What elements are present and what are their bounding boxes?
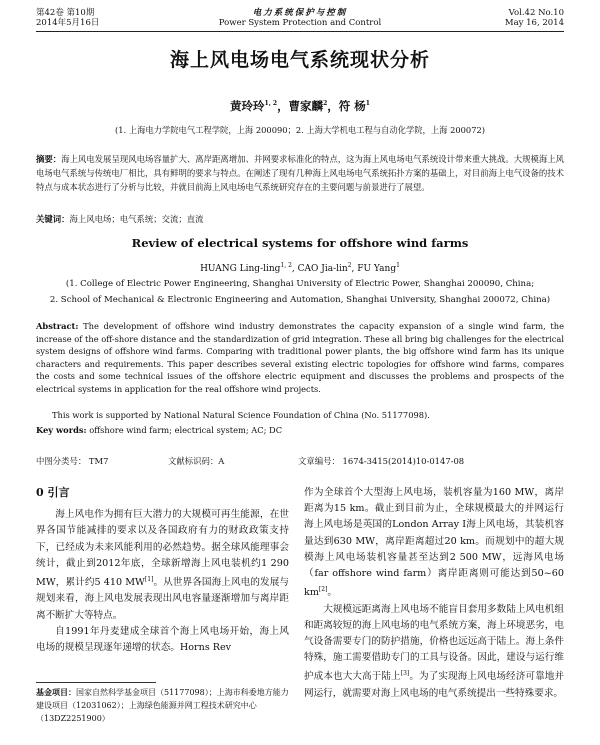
abstract-en-label: Abstract: — [36, 321, 79, 331]
author-3-affil-en: 1 — [396, 262, 400, 269]
footnote-text: 国家自然科学基金项目（51177098）；上海市科委地方能力建设项目（12031062）；上海绿色能源并网工程技术研究中心（13DZ2251900） — [36, 688, 289, 723]
article-number: 文章编号： 1674-3415(2014)10-0147-08 — [298, 456, 465, 466]
body-column-left — [36, 485, 289, 656]
funding-statement-en: This work is supported by National Natural Science Foundation of China (No. 51177098). — [52, 410, 430, 420]
abstract-zh — [36, 152, 564, 194]
footnote-label: 基金项目： — [36, 687, 76, 697]
abstract-en-text: The development of offshore wind industry demonstrates the capacity expansion of a single wind farm, the increase of the off-shore distance and the standardization of grid integration. These all bring big challenges for the electrical system designs of offshore wind farms. Comparing with traditional power plants, the big offshore wind farm has its unique characters and requirements. This paper describes several existing electric topologies for offshore wind farms, compares the costs and some technical issues of the offshore electric equipment and discusses the problems and prospects of the electrical systems in application for the real offshore wind projects. — [36, 321, 564, 394]
body-text: 自1991年丹麦建成全球首个海上风电场开始，海上风电场的规模呈现逐年递增的状态。Horns Rev — [36, 625, 289, 654]
author-2-affil-zh: 2 — [323, 100, 328, 108]
header-journal-zh: 电力系统保护与控制 — [252, 8, 348, 18]
body-paragraph — [304, 485, 564, 602]
body-text: 。 — [327, 587, 338, 599]
body-text: 作为全球首个大型海上风电场，装机容量为160 MW，离岸距离为15 km。截止到目前为止，全球规模最大的并网运行海上风电场是英国的London Array I海上风电场，其装机容量达到630 MW，离岸距离超过20 km。而规划中的超大规模海上风电场装机容量甚至达到2 500 MW，远海风电场（far offshore wind farm）离岸距离则可能达到50~60 km — [304, 487, 564, 599]
article-meta — [36, 455, 564, 469]
author-3-en: , FU Yang — [351, 264, 397, 274]
body-paragraph — [36, 624, 289, 656]
header-date-en: May 16, 2014 — [504, 18, 564, 28]
document-code: 文献标识码：A — [168, 456, 225, 466]
header-issue-info — [505, 8, 564, 28]
keywords-zh — [36, 213, 564, 225]
footnote-rule — [36, 682, 156, 683]
keywords-zh-label: 关键词： — [36, 214, 70, 224]
affiliations-zh: (1. 上海电力学院电气工程学院，上海 200090；2. 上海大学机电工程与自动化学院，上海 200072) — [114, 125, 485, 135]
keywords-en-label: Key words: — [36, 425, 87, 435]
authors-en — [0, 262, 600, 274]
body-text: 大规模远距离海上风电场不能盲目套用多数陆上风电机组和距离较短的海上风电场的电气系统方案，海上环境恶劣，电气设备需要专门的防护措施，价格也远远高于陆上。海上条件特殊，施工需要借助专门的工具与设备。因此，建设与运行维护成本也大大高于陆上 — [304, 603, 564, 683]
header-vol-en: Vol.42 No.10 — [508, 8, 564, 18]
citation-ref: [1] — [144, 576, 154, 584]
author-1-en: HUANG Ling-ling — [200, 264, 281, 274]
header-volume: 第42卷 第10期 — [36, 8, 95, 18]
author-1-zh: 黄玲玲 — [230, 99, 265, 113]
body-text: 。从世界各国海上风电的发展与规划来看，海上风电发展表现出风电容量逐渐增加与离岸距离不断扩大等特点。 — [36, 577, 289, 621]
body-column-right — [304, 485, 564, 702]
header-rule — [36, 31, 564, 32]
affiliation-en-1: (1. College of Electric Power Engineering, Shanghai University of Electric Power, Shanghai 200090, China; — [65, 279, 535, 289]
header-journal-en: Power System Protection and Control — [218, 18, 382, 28]
affiliation-en-2: 2. School of Mechanical & Electronic Engineering and Automation, Shanghai University, Shanghai 200072, China) — [49, 295, 551, 305]
authors-zh — [0, 98, 600, 114]
abstract-zh-label: 摘要： — [36, 154, 62, 164]
abstract-zh-text: 海上风电发展呈现风电场容量扩大、离岸距离增加、并网要求标准化的特点，这为海上风电场电气系统设计带来重大挑战。大规模海上风电场电气系统与传统电厂相比，具有鲜明的要求与特点。在阐述了现有几种海上风电场电气系统拓扑方案的基础上，对目前海上电气设备的技术特点与成本状态进行了分析与比较，并就目前海上风电场电气系统研究存在的主要问题与前景进行了展望。 — [36, 154, 565, 192]
paper-title-zh: 海上风电场电气系统现状分析 — [169, 49, 430, 71]
citation-ref: [3] — [400, 670, 410, 678]
keywords-en-text: offshore wind farm; electrical system; AC; DC — [89, 425, 283, 435]
author-3-zh: ，符 杨 — [327, 99, 366, 113]
section-heading-intro: 0 引言 — [36, 486, 70, 499]
author-1-affil-en: 1, 2 — [280, 262, 292, 269]
abstract-en — [36, 320, 564, 395]
author-2-zh: ，曹家麟 — [277, 99, 324, 113]
paper-title-en: Review of electrical systems for offshore wind farms — [131, 236, 469, 250]
clc-number: 中图分类号： TM7 — [36, 456, 109, 466]
body-paragraph — [304, 602, 564, 702]
citation-ref: [2] — [318, 586, 328, 594]
header-journal-name — [36, 8, 564, 28]
body-text: 海上风电作为拥有巨大潜力的大规模可再生能源，在世界各国节能减排的要求以及各国政府有力的财政政策支持下，已经成为未来风能利用的必然趋势。据全球风能理事会统计，截止到2012年底，全球新增海上风电装机约1 290 MW，累计约5 410 MW — [36, 509, 289, 589]
author-2-en: , CAO Jia-lin — [291, 264, 348, 274]
author-3-affil-zh: 1 — [365, 100, 370, 108]
header-date-zh: 2014年5月16日 — [36, 18, 100, 28]
body-paragraph — [36, 507, 289, 624]
running-header — [36, 8, 564, 30]
keywords-zh-text: 海上风电场；电气系统；交流；直流 — [69, 214, 204, 224]
author-1-affil-zh: 1, 2 — [264, 100, 278, 108]
author-2-affil-en: 2 — [347, 262, 352, 269]
keywords-en — [36, 425, 564, 435]
funding-footnote — [36, 686, 294, 725]
body-text: 。为了实现海上风电场经济可靠地并网运行，就需要对海上风电场的电气系统提出一些特殊要求。 — [304, 671, 565, 699]
